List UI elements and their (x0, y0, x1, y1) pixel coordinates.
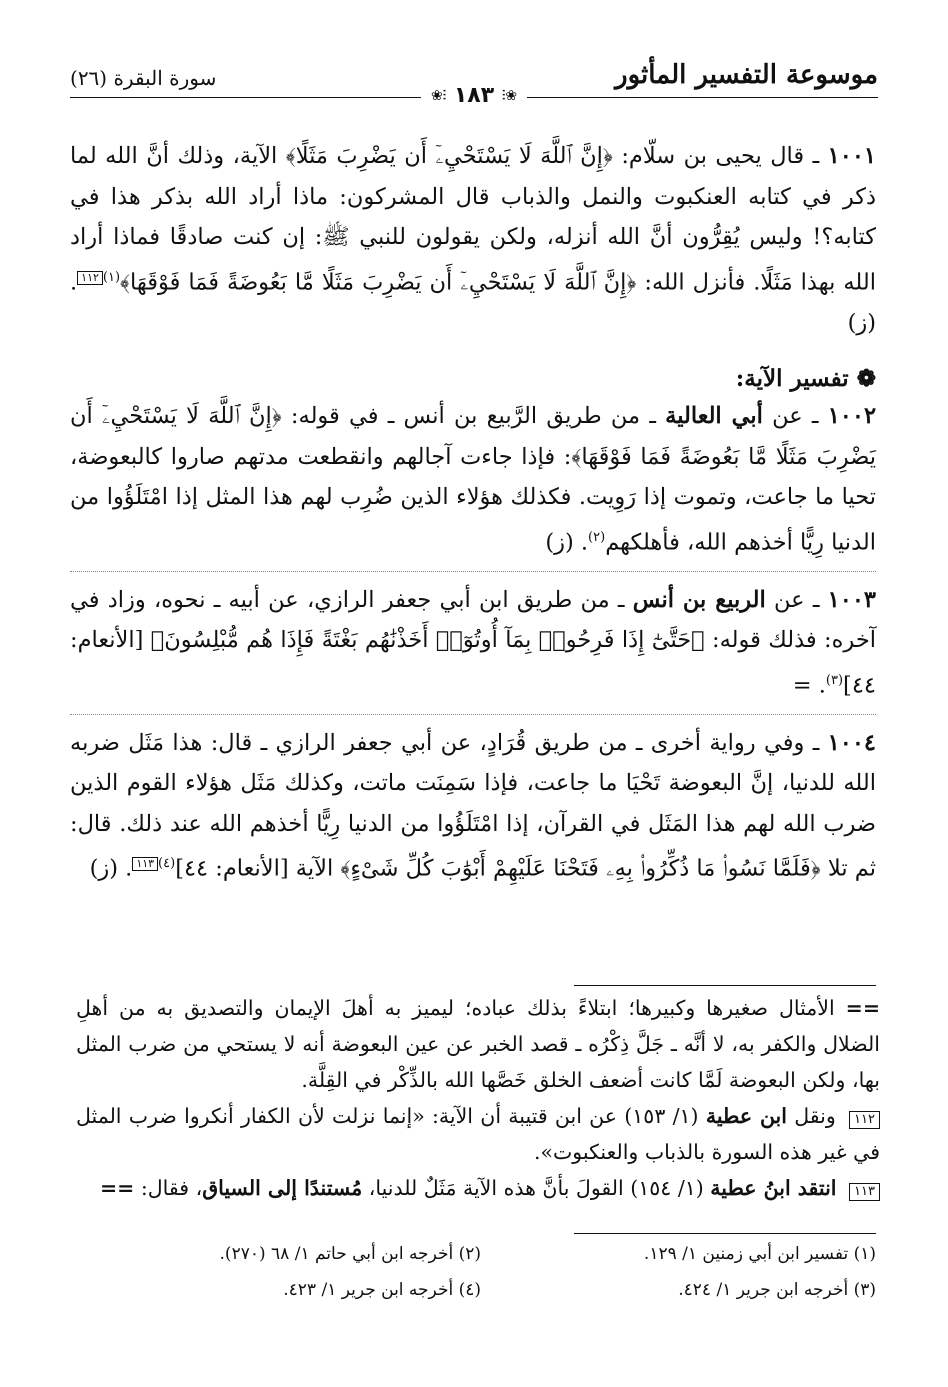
divider (70, 714, 876, 715)
commentary-ref[interactable]: ١١٢ (77, 271, 103, 285)
verse-reference: [الأنعام: ٤٤] (175, 855, 289, 882)
commentary-rule (574, 985, 876, 986)
flower-icon: ❁ (856, 365, 876, 392)
main-text (70, 136, 876, 889)
narration-text: ـ قال يحيى بن سلّام: ﴿إِنَّ ٱللَّهَ لَا يَسْتَحْيِۦٓ أَن يَضْرِبَ مَثَلًا﴾ الآية، وذلك أنَّ الله لما ذكر في كتابه العنكبوت والنمل والذباب قال المشركون: ماذا أراد الله بذكر هذا في كتابه؟! وليس يُقِرُّون أنَّ الله أنزله، ولكن يقولون للنبي ﷺ: إن كنت صادقًا فماذا أراد الله بهذا مَثَلًا. فأنزل الله: ﴿إِنَّ ٱللَّهَ لَا يَسْتَحْيِۦٓ أَن يَضْرِبَ مَثَلًا مَّا بَعُوضَةً فَمَا فَوْقَهَا﴾ (70, 143, 876, 295)
narration-1001 (70, 136, 876, 343)
page-number-block (421, 83, 527, 108)
narration-text: ـ وفي رواية أخرى ـ من طريق قُرَادٍ، عن أبي جعفر الرازي ـ قال: هذا مَثَل ضربه الله للدنيا، إنَّ البعوضة تَحْيَا ما جاعت، فإذا سَمِنَت ماتت، وكذلك مَثَل هؤلاء القوم الذين ضرب الله لهم هذا المَثَل في القرآن، إذا امْتَلَؤُوا من الدنيا رِيًّا أخذهم الله عند ذلك. قال: ثم تلا ﴿فَلَمَّا نَسُوا۟ مَا ذُكِّرُوا۟ بِهِۦ فَتَحْنَا عَلَيْهِمْ أَبْوَٰبَ كُلِّ شَىْءٍ﴾ الآية (70, 729, 876, 882)
commentary-continued: == الأمثال صغيرها وكبيرها؛ ابتلاءً بذلك عباده؛ ليميز به أهلَ الإيمان والتصديق به من أهلِ الضلال والكفر به، لا أنَّه ـ جَلَّ ذِكْرُه ـ قصد الخبر عن عين البعوضة أنه لا يستحي من ضرب المثل بها، ولكن البعوضة لَمَّا كانت أضعف الخلق خَصَّها الله بالذِّكْر في القِلَّة. (76, 996, 880, 1092)
ornament-icon: ⫶❀ (430, 88, 447, 104)
narration-tail: . (ز) (70, 269, 876, 336)
footnote-3: (٣) أخرجه ابن جرير ١/ ٤٢٤. (678, 1280, 876, 1300)
page-header (70, 52, 878, 108)
narration-text: ـ من طريق ابن أبي جعفر الرازي، عن أبيه ـ نحوه، وزاد في آخره: فذلك قوله: ﴿حَتَّىٰٓ إِذَا فَرِحُوا۟ بِمَآ أُوتُوٓا۟ أَخَذْنَٰهُم بَغْتَةً فَإِذَا هُم مُّبْلِسُونَ﴾ (70, 586, 876, 653)
continuation-mark: == (99, 1176, 135, 1200)
page-number: ١٨٣ (453, 83, 495, 108)
commentary-112: ١١٢ ونقل ابن عطية (١/ ١٥٣) عن ابن قتيبة أن الآية: «إنما نزلت لأن الكفار أنكروا ضرب المثل في غير هذه السورة بالذباب والعنكبوت». (76, 1104, 880, 1164)
commentary-number-box: ١١٣ (849, 1183, 880, 1201)
footnote-1: (١) تفسير ابن أبي زمنين ١/ ١٢٩. (643, 1244, 876, 1264)
section-heading: ❁ تفسير الآية: (735, 365, 876, 392)
commentary-113: ١١٣ انتقد ابنُ عطية (١/ ١٥٤) القولَ بأنَّ هذه الآية مَثَلٌ للدنيا، مُستندًا إلى السياق، فقال: == (76, 1170, 880, 1206)
surah-label: سورة البقرة (٢٦) (70, 66, 217, 90)
footnote-ref[interactable]: (٤) (158, 856, 176, 871)
narration-number: ١٠٠٢ (827, 403, 877, 429)
verse-reference: [الأنعام: ٤٤] (70, 627, 876, 698)
narration-1004 (70, 723, 876, 890)
narration-tail: . (ز) (545, 529, 589, 555)
footnotes-rule (574, 1233, 876, 1234)
continuation-mark: == (845, 996, 880, 1020)
book-title: موسوعة التفسير المأثور (615, 60, 878, 90)
narration-number: ١٠٠١ (827, 143, 876, 169)
footnote-ref[interactable]: (٣) (825, 672, 844, 688)
narration-1003: ١٠٠٣ ـ عن الربيع بن أنس ـ من طريق ابن أبي جعفر الرازي، عن أبيه ـ نحوه، وزاد في آخره: فذلك قوله: ﴿حَتَّىٰٓ إِذَا فَرِحُوا۟ بِمَآ أُوتُوٓا۟ أَخَذْنَٰهُم بَغْتَةً فَإِذَا هُم مُّبْلِسُونَ﴾ [الأنعام: ٤٤]$^{(٣)}$. = (70, 586, 877, 698)
narration-1002: ١٠٠٢ ـ عن أبي العالية ـ من طريق الرَّبيع بن أنس ـ في قوله: ﴿إِنَّ ٱللَّهَ لَا يَسْتَحْيِۦٓ أَن يَضْرِبَ مَثَلًا مَّا بَعُوضَةً فَمَا فَوْقَهَا﴾: فإذا جاءت آجالهم وانقطعت مدتهم صاروا كالبعوضة، تحيا ما جاعت، وتموت إذا رَوِيت. فكذلك هؤلاء الذين ضُرِب لهم هذا المثل إذا امْتَلَؤُوا من الدنيا رِيًّا أخذهم الله، فأهلكهم$^{(٢)}$. (ز) (70, 403, 877, 555)
narration-text: ـ من طريق الرَّبيع بن أنس ـ في قوله: ﴿إِنَّ ٱللَّهَ لَا يَسْتَحْيِۦٓ أَن يَضْرِبَ مَثَلًا مَّا بَعُوضَةً فَمَا فَوْقَهَا﴾: فإذا جاءت آجالهم وانقطعت مدتهم صاروا كالبعوضة، تحيا ما جاعت، وتموت إذا رَوِيت. فكذلك هؤلاء الذين ضُرِب لهم هذا المثل إذا امْتَلَؤُوا من الدنيا رِيًّا أخذهم الله، فأهلكهم (70, 403, 876, 555)
narrator-name: الربيع بن أنس (632, 586, 766, 613)
narration-tail: . (ز) (89, 855, 133, 882)
cited-author: ابن عطية (705, 1104, 787, 1128)
footnote-4: (٤) أخرجه ابن جرير ١/ ٤٢٣. (283, 1280, 481, 1300)
divider (70, 571, 876, 572)
cited-author: انتقد ابنُ عطية (710, 1176, 837, 1200)
footnote-ref[interactable]: (١) (102, 269, 121, 285)
ornament-icon: ❀⫶ (501, 88, 518, 104)
footnote-2: (٢) أخرجه ابن أبي حاتم ١/ ٦٨ (٢٧٠). (219, 1244, 481, 1264)
commentary-section (76, 990, 880, 1206)
narration-tail: . = (792, 672, 826, 698)
commentary-ref[interactable]: ١١٣ (132, 857, 158, 871)
narration-number: ١٠٠٤ (827, 729, 876, 756)
narration-number: ١٠٠٣ (827, 586, 877, 613)
commentary-number-box: ١١٢ (849, 1111, 880, 1129)
narrator-name: أبي العالية (665, 403, 763, 429)
footnote-ref[interactable]: (٢) (588, 529, 606, 545)
